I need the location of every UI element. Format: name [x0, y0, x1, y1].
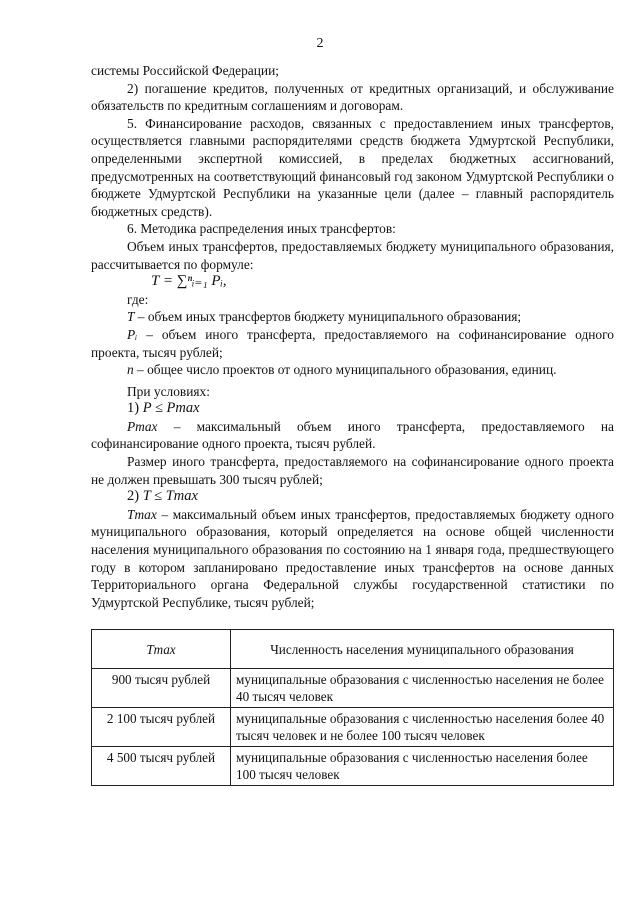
- paragraph-formula-intro: Объем иных трансфертов, предоставляемых бюджету муниципального образования, рассчитывается по формуле:: [91, 238, 614, 272]
- definition-Pmax: [91, 418, 614, 453]
- tmax-table: [91, 629, 614, 786]
- definition-Pmax-text: – максимальный объем иного трансферта, предоставляемого на софинансирование одного проекта, тысяч рублей.: [91, 418, 614, 452]
- table-header-population: Численность населения муниципального образования: [231, 630, 614, 669]
- condition-1-number: 1): [127, 400, 143, 417]
- definition-n: [91, 361, 614, 379]
- symbol-P: Pᵢ: [127, 326, 138, 342]
- condition-1-formula: P ≤ Pmax: [142, 400, 200, 417]
- document-body: [91, 62, 614, 786]
- symbol-Pmax: Pmax: [127, 418, 158, 434]
- definition-T-text: – объем иных трансфертов бюджету муниципального образования;: [134, 309, 522, 325]
- symbol-Tmax: Tmax: [127, 506, 157, 522]
- paragraph-section-6: 6. Методика распределения иных трансфертов:: [127, 221, 396, 237]
- table-cell-population: муниципальные образования с численностью населения не более 40 тысяч человек: [231, 669, 614, 708]
- table-row: [92, 669, 614, 708]
- paragraph-continuation: системы Российской Федерации;: [91, 63, 279, 78]
- table-cell-amount: 4 500 тысяч рублей: [92, 747, 231, 786]
- paragraph-section-5: 5. Финансирование расходов, связанных с предоставлением иных трансфертов, осуществляется главными распорядителями средств бюджета Удмуртской Республики, определенными экспертной комиссией, в пределах бюджетных ассигнований, предусмотренных на соответствующий финансовый год законом Удмуртской Республики о бюджете Удмуртской Республики на указанные цели (далее – главный распорядитель бюджетных средств).: [91, 115, 614, 219]
- paragraph-size-limit: Размер иного трансферта, предоставляемого на софинансирование одного проекта не должен превышать 300 тысяч рублей;: [91, 454, 614, 487]
- formula: T = ∑ⁿᵢ₌₁ Pᵢ,: [151, 273, 227, 290]
- table-row: [92, 708, 614, 747]
- table-row: [92, 747, 614, 786]
- symbol-n: n: [127, 362, 134, 378]
- condition-1: [91, 400, 614, 418]
- table-cell-population: муниципальные образования с численностью населения более 100 тысяч человек: [231, 747, 614, 786]
- condition-2-formula: T ≤ Tmax: [142, 488, 198, 505]
- table-header-tmax: Tmax: [92, 630, 231, 669]
- table-cell-amount: 2 100 тысяч рублей: [92, 708, 231, 747]
- definition-T: [91, 308, 614, 326]
- definition-n-text: – общее число проектов от одного муниципального образования, единиц.: [133, 362, 557, 378]
- symbol-T: T: [127, 309, 135, 325]
- conditions-label: При условиях:: [127, 383, 210, 399]
- definition-P-text: – объем иного трансферта, предоставляемого на софинансирование одного проекта, тысяч рублей;: [91, 326, 614, 360]
- definition-Tmax: [91, 506, 614, 612]
- definition-Tmax-text: – максимальный объем иных трансфертов, предоставляемых бюджету одного муниципального образования, который определяется на основе общей численности населения муниципального образования по состоянию на 1 января года, предшествующего году в котором запланировано предоставление иных трансфертов на основе данных Территориального органа Федеральной службы государственной статистики по Удмуртской Республике, тысяч рублей;: [91, 506, 614, 610]
- condition-2-number: 2): [127, 488, 143, 505]
- table-cell-population: муниципальные образования с численностью населения более 40 тысяч человек и не более 100 тысяч человек: [231, 708, 614, 747]
- paragraph-item-2: 2) погашение кредитов, полученных от кредитных организаций, и обслуживание обязательств по кредитным соглашениям и договорам.: [91, 80, 614, 114]
- table-header-row: [92, 630, 614, 669]
- page-number: 2: [316, 36, 324, 51]
- definition-P: [91, 326, 614, 361]
- condition-2: [91, 488, 614, 506]
- where-label: где:: [127, 291, 149, 307]
- table-cell-amount: 900 тысяч рублей: [92, 669, 231, 708]
